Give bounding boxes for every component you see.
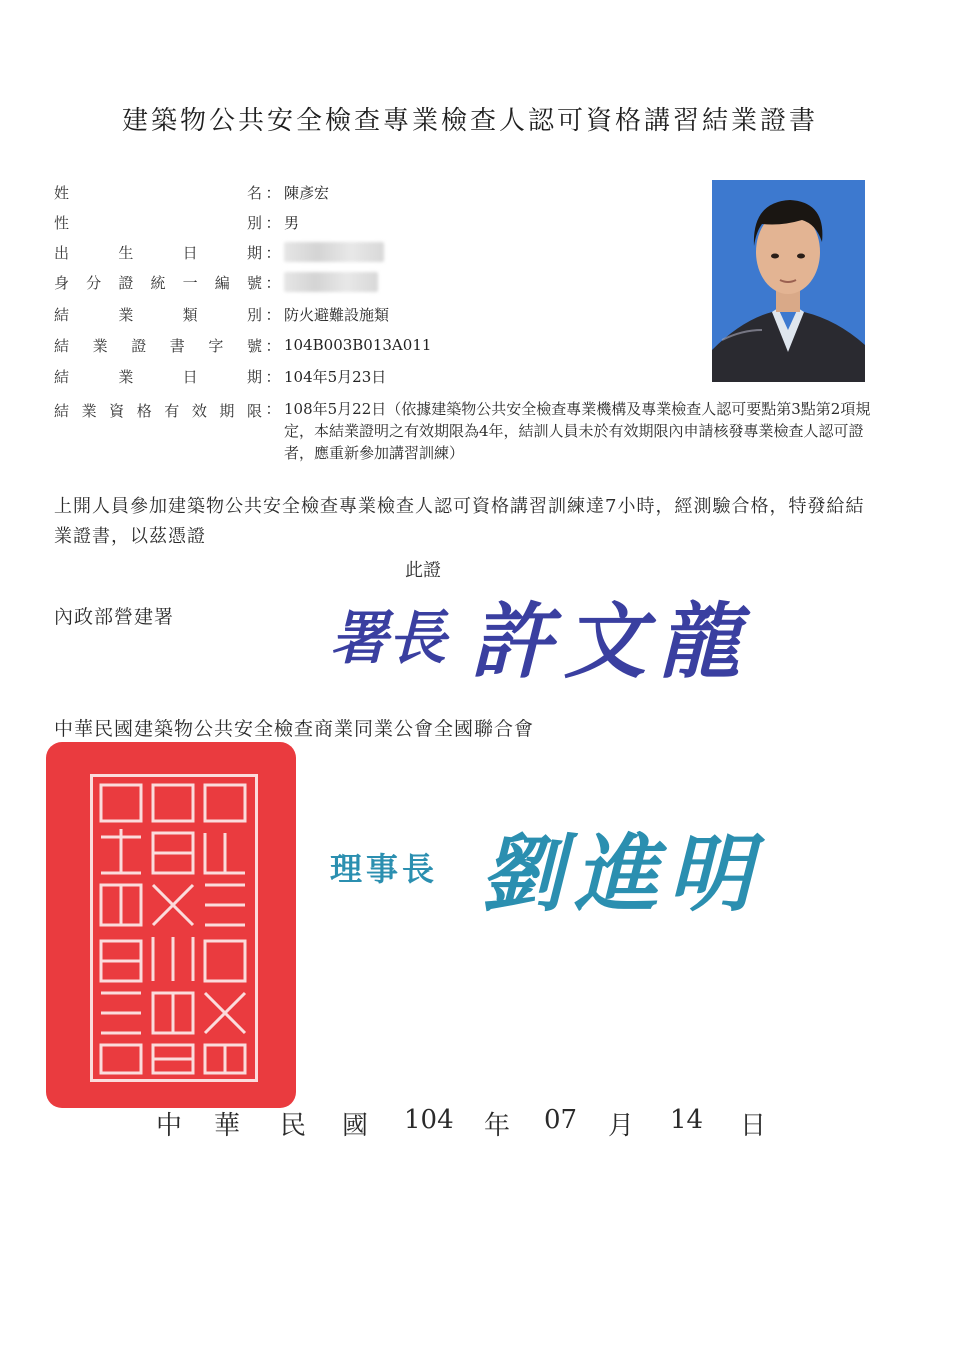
label-char: 號 [246,336,262,355]
label-char: 生 [118,243,134,262]
label-char: 統 [150,273,166,292]
field-validity: 結 業 資 格 有 效 期 限 ： 108年5月22日（依據建築物公共安全檢查專業機構及專業檢查人認可要點第3點第2項規定，本結業證明之有效期限為4年，結訓人員未於有效期限內申請核發專業檢查人認可證者，應重新參加講習訓練） [54,398,874,464]
field-category: 結 業 類 別 ： 防火避難設施類 [54,305,390,324]
field-id: 身 分 證 統 一 編 號 ： [54,270,378,294]
label-char: 結 [54,367,70,386]
label-char: 類 [182,305,198,324]
cert-no-value: 104B003B013A011 [284,336,432,354]
id-photo [712,180,865,382]
date-era-char: 中 [156,1111,183,1141]
signature-name-text: 劉進明 [480,824,763,923]
date-year: 104 [404,1105,454,1135]
label-char: 有 [164,401,180,420]
label-char: 號 [246,273,262,292]
field-cert-no: 結 業 證 書 字 號 ： 104B003B013A011 [54,336,432,355]
validity-value: 108年5月22日（依據建築物公共安全檢查專業機構及專業檢查人認可要點第3點第2項規定，本結業證明之有效期限為4年，結訓人員未於有效期限內申請核發專業檢查人認可證者，應重新參加講習訓練） [284,400,871,462]
label-char: 字 [208,336,224,355]
field-label [54,242,262,263]
date-era-char: 國 [342,1111,369,1141]
label-char: 身 [54,273,70,292]
label-char: 出 [54,243,70,262]
portrait-image [712,180,865,382]
attestation-label: 此證 [405,560,441,581]
label-char: 效 [191,401,207,420]
label-char: 結 [54,401,70,420]
association-seal [46,742,296,1108]
label-char: 編 [214,273,230,292]
issuer-association: 中華民國建築物公共安全檢查商業同業公會全國聯合會 [54,718,535,740]
label-char: 結 [54,336,70,355]
field-completion-date: 結 業 日 期 ： 104年5月23日 [54,367,387,386]
seal-border [90,774,258,1082]
director-signature-image [330,580,790,690]
date-era-char: 華 [214,1111,241,1141]
label-char: 業 [118,305,134,324]
label-char: 分 [86,273,102,292]
field-label [54,366,262,387]
name-value: 陳彥宏 [284,183,330,202]
certificate-title: 建築物公共安全檢查專業檢查人認可資格講習結業證書 [121,106,818,136]
label-char: 別 [246,305,262,324]
redacted-id [284,272,378,292]
field-label [54,182,262,203]
completion-date-value: 104年5月23日 [284,367,387,386]
signature-name-text: 許文龍 [470,594,752,690]
label-char: 期 [219,401,235,420]
chairman-signature-image [330,815,790,925]
label-char: 結 [54,305,70,324]
label-char: 限 [246,401,262,420]
date-day: 14 [670,1105,704,1135]
label-char: 業 [81,401,97,420]
date-era-char: 民 [280,1111,307,1141]
label-char: 期 [246,367,262,386]
field-birthdate: 出 生 日 期 ： [54,240,384,264]
label-char: 業 [92,336,108,355]
label-char: 名 [246,183,262,202]
date-year-unit: 年 [484,1111,511,1141]
gender-value: 男 [284,213,300,232]
label-char: 日 [182,243,198,262]
label-char: 性 [54,213,70,232]
signature-chairman [330,815,790,929]
signature-director [330,580,790,694]
label-char: 一 [182,273,198,292]
label-char: 日 [182,367,198,386]
label-char: 證 [131,336,147,355]
field-label [54,272,262,293]
category-value: 防火避難設施類 [284,305,390,324]
redacted-birthdate [284,242,384,262]
label-char: 業 [118,367,134,386]
field-gender: 性 別 ： 男 [54,213,300,232]
label-char: 別 [246,213,262,232]
label-char: 證 [118,273,134,292]
date-month: 07 [544,1105,578,1135]
date-day-unit: 日 [740,1111,767,1141]
label-char: 資 [109,401,125,420]
label-char: 姓 [54,183,70,202]
label-char: 期 [246,243,262,262]
seal-glyph-pattern [93,777,255,1079]
field-label [54,398,262,422]
field-label [54,335,262,356]
signature-title-text: 署長 [330,604,447,672]
field-label [54,304,262,325]
body-paragraph: 上開人員參加建築物公共安全檢查專業檢查人認可資格講習訓練達7小時，經測驗合格，特發給結業證書，以茲憑證 [54,496,865,547]
label-char: 書 [169,336,185,355]
field-label [54,212,262,233]
issuer-ministry: 內政部營建署 [54,606,175,628]
signature-title-text: 理事長 [330,850,439,888]
date-month-unit: 月 [608,1111,635,1141]
field-name: 姓 名 ： 陳彥宏 [54,183,330,202]
label-char: 格 [136,401,152,420]
